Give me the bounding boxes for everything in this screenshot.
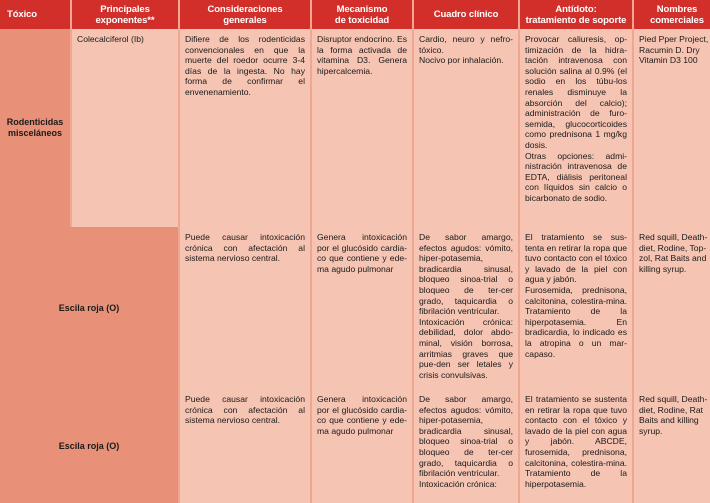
column-header-nombres-comerciales bbox=[634, 0, 710, 29]
exponentes-text: Colecalciferol (Ib) bbox=[77, 34, 144, 44]
cell-toxico bbox=[0, 29, 70, 227]
column-header-mecanismo-line2: de toxicidad bbox=[334, 14, 390, 26]
cell-nombres-comerciales bbox=[634, 227, 710, 389]
column-header-exponentes bbox=[72, 0, 178, 29]
column-header-antidoto-line1: Antídoto: bbox=[555, 3, 597, 15]
nombres-text: Pied Pper Project, Racumin D. Dry Vitamin D3 100 bbox=[639, 34, 709, 66]
column-header-toxico bbox=[0, 0, 70, 29]
table-header-row bbox=[0, 0, 710, 29]
cuadro-text-1: De sabor amargo, efectos agudos: vómito, hiper-potasemia, bradicardia sinusal, bloqueo sinoa-trial o bloqueo de ter-cer grado, taquicardia o fibrilación ventricular. bbox=[419, 232, 513, 317]
column-header-toxico-label: Tóxico bbox=[7, 9, 38, 20]
nombres-text: Red squill, Death-diet, Rodine, Rat Baits and killing syrup. bbox=[639, 394, 708, 436]
mecanismo-text: Genera intoxicación por el glucósido cardia-co que contiene y ede-ma agudo pulmonar bbox=[317, 232, 407, 274]
column-header-nombres-line1: Nombres bbox=[656, 3, 698, 15]
column-header-exponentes-line2: exponentes** bbox=[95, 14, 155, 26]
antidoto-text-1: Provocar caliuresis, op-timización de la hidra-tación intravenosa con solución salina al 0.9% (el sodio en los túbu-los renales disminuye la absorción del calcio); administración de furo-semida, glucocorticoides como prednisona 1 mg/kg dosis. bbox=[525, 34, 627, 150]
cuadro-text-1: Cardio, neuro y nefro-tóxico. bbox=[419, 34, 513, 55]
cuadro-text-2: Intoxicación crónica: debilidad, dolor abdo-minal, visión borrosa, arritmias graves que pue-den ser letales y crisis convulsivas. bbox=[419, 316, 513, 380]
antidoto-text-2: Otras opciones: admi-nistración intravenosa de EDTA, diálisis peritoneal con líquidos sin calcio o bicarbonato de sodio. bbox=[525, 150, 627, 203]
consideraciones-text: Puede causar intoxicación crónica con afectación al sistema nervioso central. bbox=[185, 232, 305, 264]
cell-consideraciones bbox=[180, 227, 310, 389]
column-header-mecanismo bbox=[312, 0, 412, 29]
column-header-antidoto bbox=[520, 0, 632, 29]
column-header-exponentes-line1: Principales bbox=[100, 3, 150, 15]
antidoto-text-2: Furosemida, prednisona, calcitonina, colestira-mina. Tratamiento de la hiperpotasemia. En bradicardia, lo indicado es la atropina o un mar-capaso. bbox=[525, 284, 627, 359]
cuadro-text-2: Nocivo por inhalación. bbox=[419, 55, 504, 66]
cuadro-text-2: Intoxicación crónica: bbox=[419, 478, 497, 489]
cell-antidoto bbox=[520, 227, 632, 389]
column-header-cuadro-label: Cuadro clínico bbox=[433, 9, 499, 20]
cell-nombres-comerciales bbox=[634, 389, 710, 503]
consideraciones-text: Puede causar intoxicación crónica con afectación al sistema nervioso central. bbox=[185, 394, 305, 426]
consideraciones-text: Difiere de los rodenticidas convencionales en que la muerte del roedor ocurre 3-4 días de la ingesta. No hay forma de confirmar el envenenamiento. bbox=[185, 34, 305, 97]
cell-mecanismo bbox=[312, 227, 412, 389]
cell-antidoto bbox=[520, 389, 632, 503]
cell-consideraciones bbox=[180, 29, 310, 227]
column-header-nombres-line2: comerciales bbox=[650, 14, 704, 26]
column-header-mecanismo-line1: Mecanismo bbox=[336, 3, 388, 15]
cell-cuadro-clinico bbox=[414, 389, 518, 503]
cell-exponente-merged bbox=[0, 389, 178, 503]
toxico-line1: Rodenticidas bbox=[6, 117, 64, 127]
column-header-cuadro-clinico bbox=[414, 0, 518, 29]
cell-cuadro-clinico bbox=[414, 29, 518, 227]
toxico-line2: misceláneos bbox=[7, 128, 62, 138]
column-header-consideraciones-line1: Consideraciones bbox=[207, 3, 283, 15]
cell-consideraciones bbox=[180, 389, 310, 503]
exponente-merged-label: Escila roja (O) bbox=[58, 303, 120, 314]
cell-nombres-comerciales bbox=[634, 29, 710, 227]
cell-exponentes bbox=[72, 29, 178, 227]
table-row bbox=[0, 29, 710, 227]
cuadro-text-1: De sabor amargo, efectos agudos: vómito, hiper-potasemia, bradicardia sinusal, bloqueo sinoa-trial o bloqueo de ter-cer grado, taquicardia o fibrilación ventricular. bbox=[419, 394, 513, 479]
cell-antidoto bbox=[520, 29, 632, 227]
antidoto-text-1: El tratamiento se sus-tenta en retirar la ropa que tuvo contacto con el tóxico y lavado de la piel con agua y jabón. bbox=[525, 232, 627, 285]
column-header-antidoto-line2: tratamiento de soporte bbox=[525, 14, 627, 26]
exponente-merged-label: Escila roja (O) bbox=[58, 441, 120, 452]
cell-cuadro-clinico bbox=[414, 227, 518, 389]
cell-mecanismo bbox=[312, 389, 412, 503]
mecanismo-text: Disruptor endocrino. Es la forma activada de vitamina D3. Genera hipercalcemia. bbox=[317, 34, 407, 76]
table-row bbox=[0, 389, 710, 503]
cell-exponente-merged bbox=[0, 227, 178, 389]
antidoto-text-1: El tratamiento se sustenta en retirar la ropa que tuvo contacto con el tóxico y lavado de la piel con agua y jabón. ABCDE, furosemida, prednisona, calcitonina, colestira-mina. Tratamiento de la hiperpotasemia. bbox=[525, 394, 627, 489]
column-header-consideraciones bbox=[180, 0, 310, 29]
cell-mecanismo bbox=[312, 29, 412, 227]
mecanismo-text: Genera intoxicación por el glucósido cardia-co que contiene y ede-ma agudo pulmonar bbox=[317, 394, 407, 436]
column-header-consideraciones-line2: generales bbox=[223, 14, 267, 26]
table-row bbox=[0, 227, 710, 389]
nombres-text: Red squill, Death-diet, Rodine, Top-zol, Rat Baits and killing syrup. bbox=[639, 232, 708, 274]
table-body bbox=[0, 29, 710, 503]
